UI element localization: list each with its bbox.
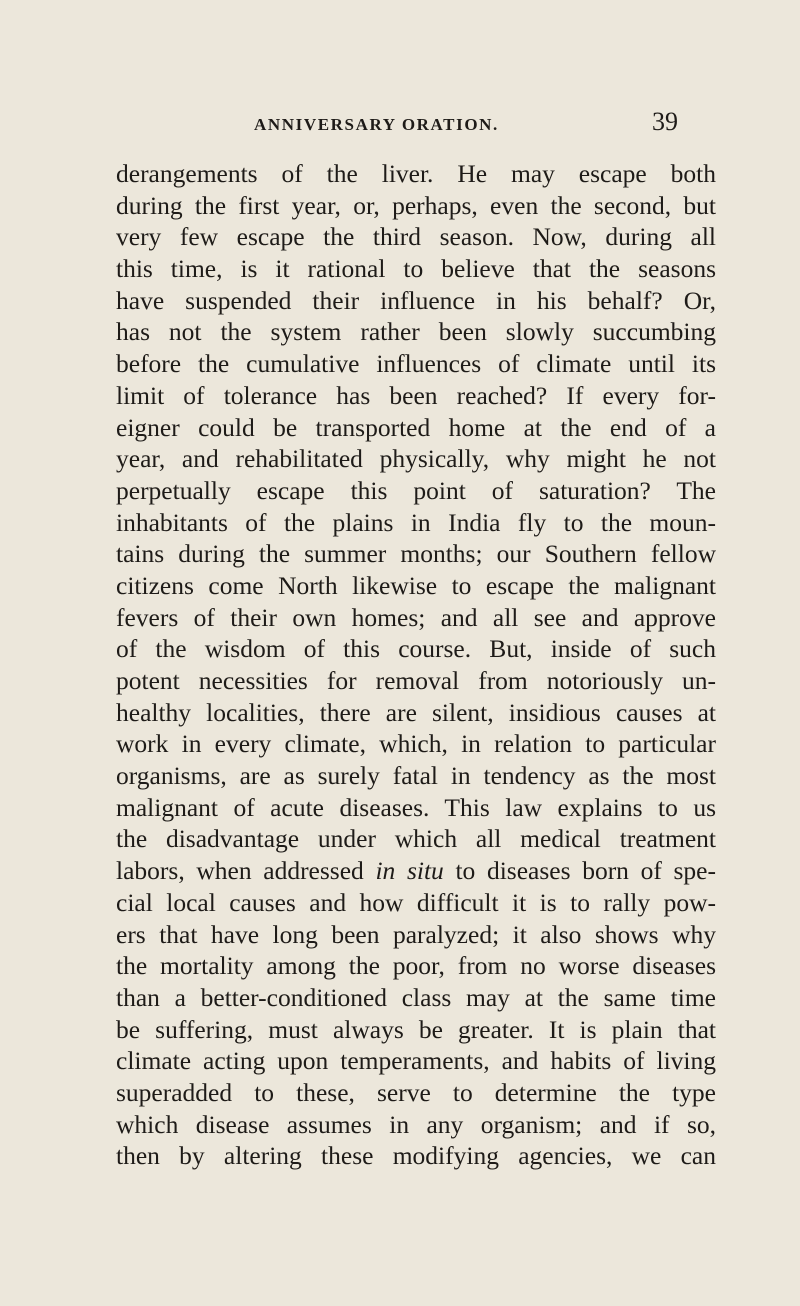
page-header: [0, 107, 800, 137]
text-line: of the wisdom of this course. But, inside of such: [116, 634, 716, 664]
text-line: potent necessities for removal from notoriously un-: [116, 666, 716, 695]
text-line: citizens come North likewise to escape the malignant: [116, 570, 716, 600]
text-line: the mortality among the poor, from no worse diseases: [116, 951, 716, 981]
text-line: climate acting upon temperaments, and habits of living: [116, 1046, 716, 1076]
text-line: fevers of their own homes; and all see and approve: [116, 602, 716, 632]
text-line: then by altering these modifying agencies, we can: [116, 1141, 716, 1171]
text-line: limit of tolerance has been reached? If every for-: [116, 380, 716, 410]
text-line: which disease assumes in any organism; and if so,: [116, 1109, 716, 1139]
text-line: superadded to these, serve to determine the type: [116, 1077, 716, 1107]
text-line: inhabitants of the plains in India fly to the moun-: [116, 507, 716, 537]
text-line: has not the system rather been slowly succumbing: [116, 317, 716, 347]
text-segment: labors, when addressed: [116, 856, 376, 886]
text-line: than a better-conditioned class may at the same time: [116, 982, 716, 1012]
text-line: eigner could be transported home at the end of a: [116, 412, 716, 442]
text-line: derangements of the liver. He may escape both: [116, 159, 716, 188]
text-line: ers that have long been paralyzed; it also shows why: [116, 919, 716, 949]
text-line: organisms, are as surely fatal in tendency as the most: [116, 761, 716, 791]
text-line: malignant of acute diseases. This law explains to us: [116, 792, 716, 822]
italic-phrase: in situ: [375, 856, 444, 886]
text-line: healthy localities, there are silent, insidious causes at: [116, 697, 716, 727]
text-line: work in every climate, which, in relation to particular: [116, 729, 716, 759]
text-segment: to diseases born of spe-: [443, 856, 716, 886]
text-line: the disadvantage under which all medical treatment: [116, 824, 716, 854]
text-line: during the first year, or, perhaps, even the second, but: [116, 190, 716, 220]
text-line-with-italic: [116, 855, 716, 887]
page-number: 39: [652, 107, 678, 136]
text-line: very few escape the third season. Now, during all: [116, 222, 716, 252]
text-line: cial local causes and how difficult it is to rally pow-: [116, 887, 716, 917]
text-line: have suspended their influence in his behalf? Or,: [116, 285, 716, 315]
text-line: before the cumulative influences of climate until its: [116, 349, 716, 379]
text-line: be suffering, must always be greater. It is plain that: [116, 1014, 716, 1044]
text-line: tains during the summer months; our Southern fellow: [116, 539, 716, 569]
text-line: perpetually escape this point of saturation? The: [116, 475, 716, 505]
text-line: year, and rehabilitated physically, why might he not: [116, 444, 716, 474]
body-text: [116, 158, 716, 1172]
text-line: this time, is it rational to believe that the seasons: [116, 254, 716, 284]
running-head: ANNIVERSARY ORATION.: [254, 115, 499, 134]
